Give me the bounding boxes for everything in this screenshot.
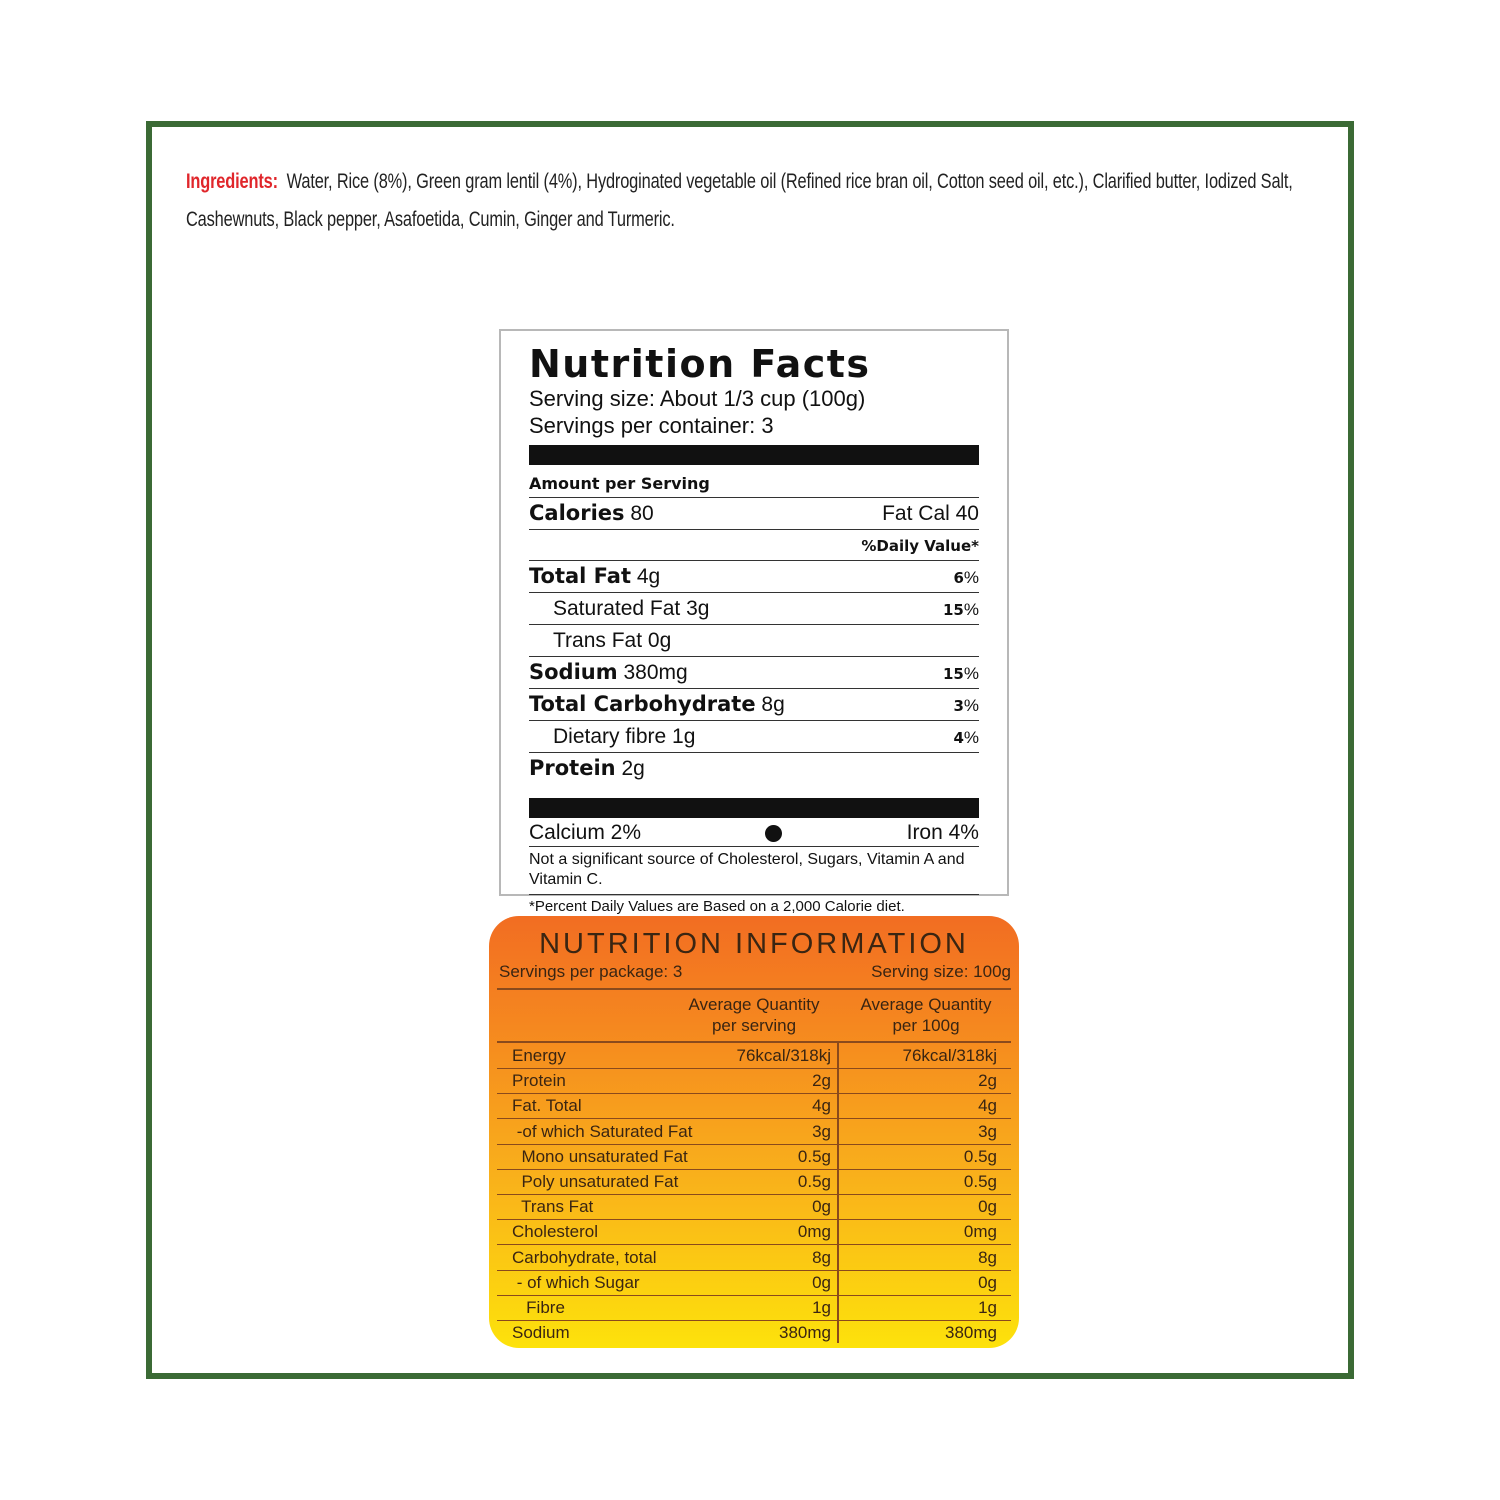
ni-per-serving-value: 0.5g	[797, 1172, 831, 1191]
nutrient-name: Total Fat	[529, 564, 632, 588]
nutrient-daily-value	[953, 562, 979, 594]
minerals-row	[529, 820, 979, 847]
ni-table-row	[497, 1219, 1011, 1245]
ingredients-text	[186, 163, 1325, 239]
nutrition-information-title: NUTRITION INFORMATION	[539, 928, 969, 960]
ni-per-100g-value: 1g	[978, 1298, 997, 1317]
ni-nutrient-name: -of which Saturated Fat	[512, 1121, 693, 1141]
col-header-per-100g	[841, 994, 1011, 1036]
nutrition-information-panel	[489, 916, 1019, 1348]
ni-table-row	[497, 1320, 1011, 1345]
nutrient-amount: 4g	[636, 565, 661, 588]
nutrient-daily-value	[943, 658, 979, 690]
nutrient-amount: 1g	[672, 725, 696, 748]
nutrient-row	[529, 721, 979, 753]
ni-per-100g-value: 0g	[978, 1272, 997, 1292]
col1-header-line2: per serving	[711, 1016, 797, 1035]
daily-value-header: %Daily Value*	[529, 530, 979, 561]
ni-nutrient-name: - of which Sugar	[512, 1272, 640, 1292]
calories-value: 80	[630, 502, 654, 525]
nutrient-daily-value	[953, 690, 979, 722]
ni-nutrient-name: Fat. Total	[512, 1096, 582, 1116]
daily-value-number: 3	[953, 697, 964, 715]
ni-per-100g-value: 8g	[978, 1247, 997, 1267]
ni-table-row	[497, 1093, 1011, 1119]
nutrient-amount: 0g	[647, 629, 672, 652]
ni-per-100g-value: 380mg	[945, 1323, 997, 1343]
ni-per-serving-value: 76kcal/318kj	[736, 1046, 831, 1065]
ingredients-line-1: Water, Rice (8%), Green gram lentil (4%), Hydroginated vegetable oil (Refined rice bran oil, Cotton seed oil, etc.), Clarified butter, Iodized Salt,	[286, 170, 1293, 193]
amount-per-serving: Amount per Serving	[529, 471, 979, 498]
ni-rule-top	[497, 988, 1011, 990]
nutrient-name: Dietary fibre	[553, 725, 667, 748]
ni-nutrient-name: Trans Fat	[512, 1197, 594, 1217]
nutrient-row	[529, 561, 979, 593]
ni-nutrient-name: Poly unsaturated Fat	[512, 1172, 679, 1191]
ni-table-row	[497, 1295, 1011, 1321]
ni-nutrient-name: Fibre	[512, 1298, 565, 1317]
ni-table-row	[497, 1194, 1011, 1220]
nutrient-daily-value	[943, 594, 979, 626]
ni-per-100g-value: 0.5g	[963, 1146, 997, 1166]
ni-per-serving-value: 0.5g	[797, 1146, 831, 1166]
daily-values-footnote: *Percent Daily Values are Based on a 2,000 Calorie diet.	[529, 898, 905, 915]
ni-nutrient-name: Protein	[512, 1071, 566, 1091]
percent-sign: %	[963, 600, 979, 619]
nutrient-name: Protein	[529, 756, 616, 780]
ni-per-serving-value: 2g	[812, 1071, 831, 1091]
nutrient-row	[529, 657, 979, 689]
ni-nutrient-name: Mono unsaturated Fat	[512, 1146, 688, 1166]
nutrient-amount: 2g	[621, 757, 645, 780]
ingredients-line-2: Cashewnuts, Black pepper, Asafoetida, Cumin, Ginger and Turmeric.	[186, 208, 675, 231]
nutrient-name: Saturated Fat	[553, 597, 681, 620]
calories-label: Calories	[529, 501, 625, 525]
ni-per-100g-value: 0mg	[963, 1222, 997, 1242]
servings-per-package: Servings per package: 3	[499, 962, 683, 981]
daily-value-number: 4	[953, 729, 964, 747]
daily-value-number: 6	[953, 569, 964, 587]
iron-value: Iron 4%	[906, 821, 979, 844]
thick-divider-2	[529, 798, 979, 818]
ni-table-row	[497, 1169, 1011, 1195]
ni-per-100g-value: 0g	[978, 1197, 997, 1217]
serving-size: Serving size: About 1/3 cup (100g)	[529, 386, 866, 411]
fat-calories: Fat Cal 40	[882, 502, 979, 525]
nutrient-daily-value	[953, 722, 979, 754]
ni-table-row	[497, 1119, 1011, 1145]
nutrient-amount: 8g	[761, 693, 785, 716]
ni-nutrient-name: Sodium	[512, 1323, 570, 1343]
ni-per-100g-value: 0.5g	[963, 1172, 997, 1191]
ni-per-100g-value: 2g	[978, 1071, 997, 1091]
ni-per-serving-value: 0g	[812, 1197, 831, 1217]
nutrition-facts-title: Nutrition Facts	[529, 342, 871, 386]
percent-sign: %	[963, 568, 979, 587]
ni-table-row	[497, 1043, 1011, 1069]
col1-header-line1: Average Quantity	[688, 995, 820, 1014]
nutrient-row	[529, 593, 979, 625]
percent-sign: %	[963, 696, 979, 715]
nutrient-name: Sodium	[529, 660, 618, 684]
nutrient-amount: 380mg	[623, 661, 688, 684]
ni-table-row	[497, 1068, 1011, 1094]
ni-table-row	[497, 1144, 1011, 1170]
nutrient-row	[529, 625, 979, 657]
col2-header-line2: per 100g	[892, 1016, 960, 1035]
daily-value-number: 15	[943, 665, 964, 683]
calories-row	[529, 498, 979, 530]
col-header-per-serving	[669, 994, 839, 1036]
not-significant-note: Not a significant source of Cholesterol, Sugars, Vitamin A and Vitamin C.	[529, 847, 979, 895]
ni-per-serving-value: 380mg	[779, 1323, 831, 1343]
ni-per-serving-value: 4g	[812, 1096, 831, 1116]
ni-per-100g-value: 4g	[978, 1096, 997, 1116]
ni-per-serving-value: 3g	[812, 1121, 831, 1141]
ni-nutrient-name: Energy	[512, 1046, 566, 1065]
nutrient-amount: 3g	[686, 597, 710, 620]
ni-serving-size: Serving size: 100g	[871, 962, 1011, 981]
ni-nutrient-name: Cholesterol	[512, 1222, 598, 1242]
thick-divider	[529, 445, 979, 465]
ni-per-serving-value: 1g	[812, 1298, 831, 1317]
ingredients-label: Ingredients:	[186, 170, 278, 193]
nutrition-facts-panel	[499, 329, 1009, 915]
nutrient-rows	[529, 561, 979, 784]
ni-table-row	[497, 1270, 1011, 1296]
ni-servings-row	[499, 962, 1011, 982]
servings-per-container: Servings per container: 3	[529, 413, 774, 438]
ni-nutrient-name: Carbohydrate, total	[512, 1247, 657, 1267]
percent-sign: %	[963, 728, 979, 747]
daily-value-number: 15	[943, 601, 964, 619]
percent-sign: %	[963, 664, 979, 683]
calcium-value: Calcium 2%	[529, 821, 642, 844]
ni-table-row	[497, 1245, 1011, 1271]
ni-per-serving-value: 0g	[812, 1272, 831, 1292]
ni-per-serving-value: 8g	[812, 1247, 831, 1267]
nutrient-name: Total Carbohydrate	[529, 692, 756, 716]
ni-per-serving-value: 0mg	[797, 1222, 831, 1242]
bullet-dot-icon	[765, 825, 782, 842]
nutrient-row	[529, 689, 979, 721]
ni-per-100g-value: 3g	[978, 1121, 997, 1141]
nutrient-row	[529, 753, 979, 784]
ni-per-100g-value: 76kcal/318kj	[902, 1046, 997, 1065]
ni-column-divider	[837, 1043, 839, 1343]
nutrient-name: Trans Fat	[553, 629, 643, 652]
col2-header-line1: Average Quantity	[860, 995, 992, 1014]
